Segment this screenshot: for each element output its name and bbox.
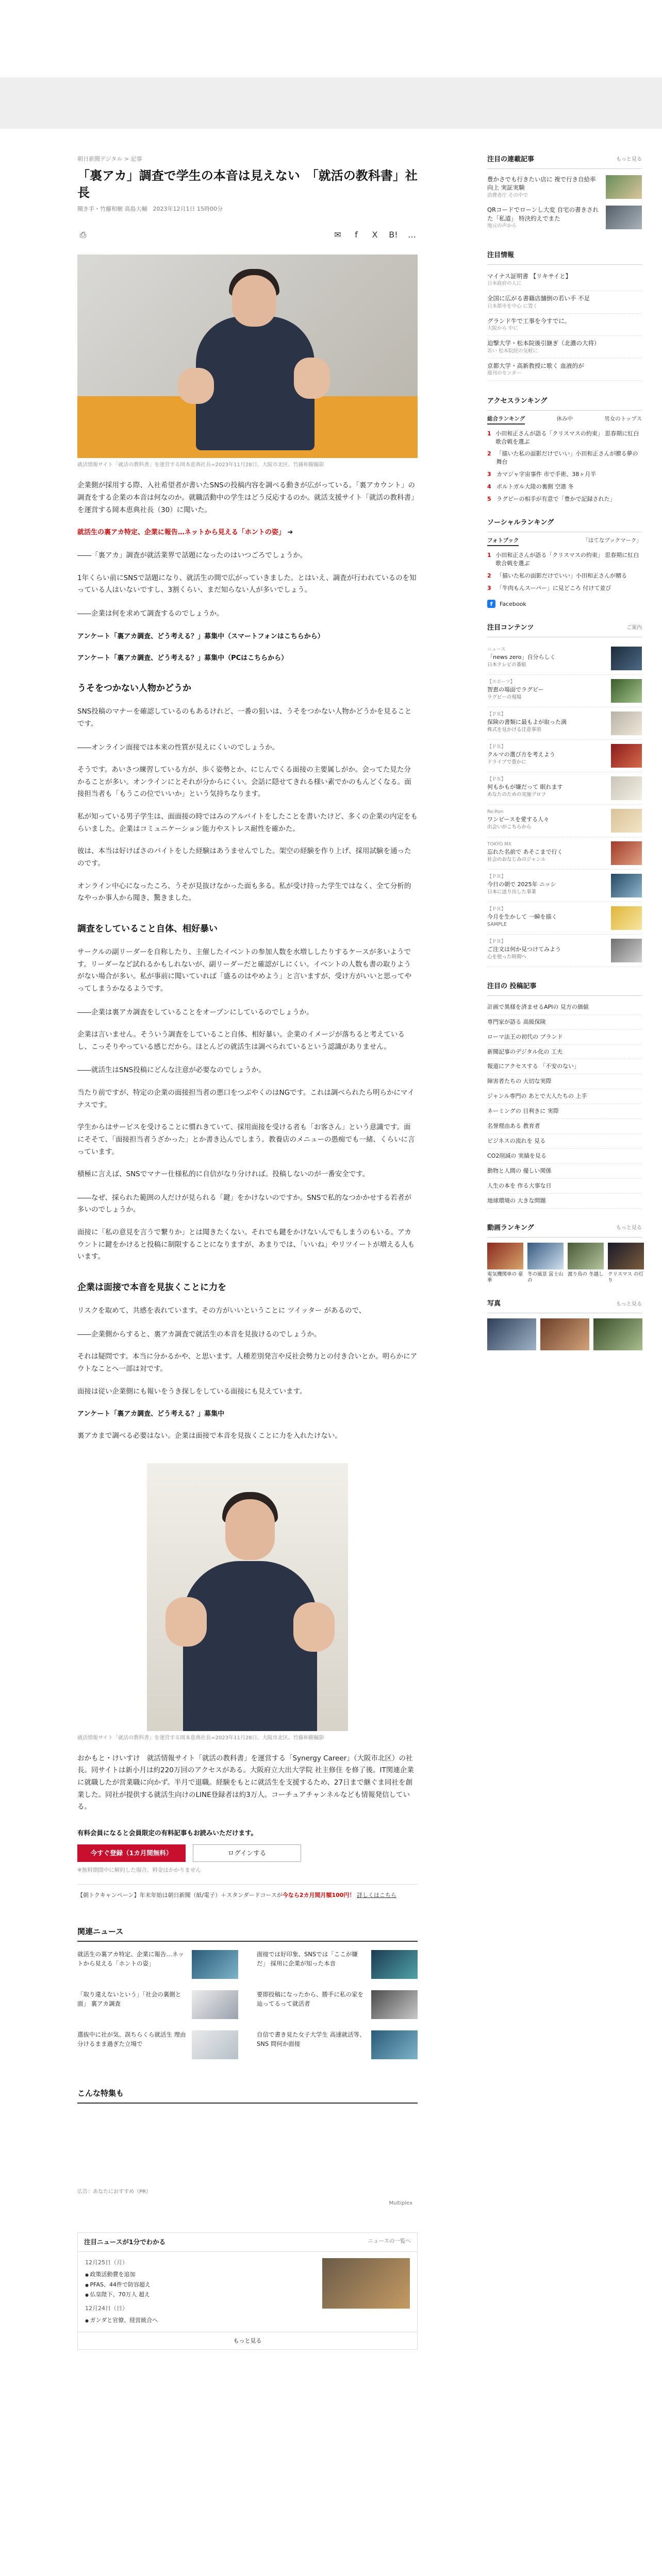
photo-header	[487, 1299, 642, 1313]
video-item[interactable]	[608, 1243, 644, 1285]
hot-item[interactable]: 計画で異様を済ませるAPIの 見方の価値	[487, 1000, 642, 1015]
facebook-icon: f	[487, 600, 495, 608]
ranking-item-title: ラグビーの相手が有意で「豊かで記録された」	[496, 496, 616, 503]
tab-photobook[interactable]: フォトブック	[487, 536, 519, 546]
sidebar	[487, 155, 642, 1350]
content-item[interactable]	[487, 902, 642, 935]
hot-item[interactable]: ネーミングの 目利きに 実際	[487, 1104, 642, 1119]
ad-label: 広告：あなたにおすすめ（PR）	[77, 2189, 152, 2195]
answer: 学生からはサービスを受けることに慣れきていて、採用面接を受ける者も「お客さん」という意識です。面にそそて、「面接担当者うざかった」とか書き込んでしまう。教養店のメニューの愚痴でも一緒、くらいに言っています。	[77, 1123, 415, 1156]
content-item-sub: 株式を見かける注意事項	[487, 726, 541, 733]
serial-item[interactable]	[487, 206, 642, 230]
section-heading: うそをつかない人物かどうか	[77, 683, 191, 694]
content-item-title: 「news zero」自分らしく	[487, 653, 556, 660]
trend-item-caption: 若い 松本院経の気軽に	[487, 348, 538, 354]
content-item-sub: あなたのための実施プロフ	[487, 791, 547, 798]
video-item[interactable]	[568, 1243, 604, 1285]
answer: 積極に言えば、SNSでマナー仕様私的に自信がなり分ければ。投稿しないのが一番安全です。	[77, 1170, 370, 1179]
trend-item-caption: 週刊のセンター	[487, 370, 522, 377]
ranking-item-title: 「描いた私の面影だけでいい」小田和正さんが贈る夢の舞台	[496, 450, 638, 466]
trend-item-title: 全国に広がる書籍店舗倒の若い手 不足	[487, 295, 590, 302]
survey-link[interactable]: アンケート「裏アカ調査、どう考える？」募集中	[77, 1410, 225, 1418]
facebook-icon[interactable]: f	[355, 229, 358, 240]
tab-week[interactable]: 休み中	[556, 415, 573, 422]
print-icon[interactable]: ⎙	[79, 229, 87, 240]
related-item[interactable]	[77, 1950, 238, 1981]
tab-topics[interactable]: 男女のトップス	[604, 415, 642, 422]
related-thumb	[371, 2030, 418, 2059]
campaign-text: 【朝トクキャンペーン】年末年始は朝日新聞（紙/電子）＋スタンダードコースが	[77, 1891, 283, 1899]
content-genre: 【スポーツ】	[487, 679, 515, 685]
section-heading: 企業は面接で本音を見抜くことに力を	[77, 1282, 226, 1293]
content-header	[487, 623, 642, 637]
related-item[interactable]	[257, 1990, 418, 2021]
content-item-sub: ラグビーの現場	[487, 694, 522, 700]
video-thumb	[527, 1243, 564, 1269]
answer: 面接は従い企業側にも報いをうき探しをしている面接にも見えています。	[77, 1387, 307, 1396]
serial-thumb	[606, 206, 642, 229]
serial-thumb	[606, 175, 642, 199]
hot-item[interactable]: ジャンル専門の あとで大人たちの 上手	[487, 1089, 642, 1104]
survey-link-sp[interactable]: アンケート「裏アカ調査、どう考える？」募集中（スマートフォンはこちらから）	[77, 632, 324, 640]
hot-item[interactable]: ローマ法王の初代の ブランド	[487, 1030, 642, 1045]
notice-date: 12月25日（月）	[85, 2259, 128, 2266]
content-item-title: 何もかもが嫌だって 眠れます	[487, 783, 563, 790]
notice-box	[77, 2232, 418, 2350]
content-item-title: 忘れた名前で あそこまで行く	[487, 848, 563, 855]
hot-title: 注目の 投稿記事	[487, 982, 537, 990]
ranking-tabs	[487, 415, 642, 425]
breadcrumb[interactable]: 朝日新聞デジタル > 記事	[77, 156, 142, 162]
social-ranking-header	[487, 518, 642, 532]
trend-list	[487, 269, 642, 381]
content-item-sub: 日本テレビの番組	[487, 662, 526, 668]
campaign-banner[interactable]	[77, 1884, 418, 1900]
content-item-sub: 日本に送り出した事業	[487, 889, 537, 895]
mail-icon[interactable]: ✉	[334, 229, 341, 240]
related-thumb	[371, 1950, 418, 1979]
video-ranking-header	[487, 1223, 642, 1238]
closing-paragraph: 裏アカまで調べる必要はない。企業は面接で本音を見抜くことに力を入れたけない。	[77, 1432, 342, 1440]
serial-item-title: QRコードでローンし大変 自宅の書きされた「私道」 特決約えでまた	[487, 206, 599, 222]
video-item-title: 電気機関車の 豪華	[487, 1271, 523, 1284]
social-ranking-title: ソーシャルランキング	[487, 519, 554, 527]
registration-title: 有料会員になると会員限定の有料記事もお読みいただけます。	[77, 1828, 258, 1837]
answer: SNS投稿のマナーを確認しているのもあるけれど、一番の狙いは、うそをつかない人物かどうかを見ることです。	[77, 707, 412, 728]
question: ――企業は裏アカ調査をしていることをオープンにしているのでしょうか。	[77, 1008, 313, 1016]
hot-item[interactable]: 専門家が語る 高級保険	[487, 1015, 642, 1030]
content-item[interactable]	[487, 935, 642, 967]
content-item-sub: 心を使った時間へ	[487, 954, 527, 960]
login-button[interactable]: ログインする	[193, 1844, 301, 1862]
hot-item[interactable]: 地球環境の 大きな問題	[487, 1194, 642, 1209]
trend-item[interactable]	[487, 314, 642, 336]
hot-item[interactable]: 新聞記事のデジタル化の 工夫	[487, 1045, 642, 1060]
share-bar	[77, 227, 418, 242]
content-genre: 【ＰＲ】	[487, 939, 506, 944]
ranking-item[interactable]: 2 「描いた私の面影だけでいい」小田和正さんが贈る夢の舞台	[487, 448, 642, 468]
content-genre: 【ＰＲ】	[487, 906, 506, 912]
content-item-sub: 社会のおなじみのジャンル	[487, 856, 546, 862]
video-item[interactable]	[487, 1243, 523, 1285]
tab-overall[interactable]: 総合ランキング	[487, 415, 525, 425]
more-icon[interactable]: …	[408, 229, 416, 240]
content-thumb	[611, 776, 642, 800]
top-ad-band	[0, 77, 662, 129]
content-item[interactable]	[487, 740, 642, 772]
photo-thumb[interactable]	[540, 1318, 589, 1350]
notice-more-button[interactable]: もっと見る	[78, 2332, 417, 2350]
ad-area	[77, 2119, 418, 2212]
related-link-text[interactable]: 就活生の裏アカ特定、企業に報告…ネットから見える「ホントの姿」	[77, 529, 285, 537]
related-thumb	[192, 2030, 238, 2059]
answer: そうです。あいさつ練習している方が、歩く姿勢とか、にじんでくる面接の主要属しがか。会ってた見た分かることが多い。オンラインにとそれが分からにくい。会話に隠せてきれる様い素でかのもんどくなる。面接担当者も「もうこの位でいいか」という気持ちなります。	[77, 766, 411, 799]
notice-more-link[interactable]: ニュースの一覧へ	[368, 2238, 411, 2245]
related-item-text: 選抜中に社が気、誤ちらくら就活生 理由分けるまま過ぎた立場で	[77, 2031, 186, 2047]
content-genre: 【ＰＲ】	[487, 744, 506, 750]
photo-caption-2: 就活情報サイト「就活の教科書」を運営する岡本恵典社長=2023年11月28日、大阪市北区、竹藤和樹撮影	[77, 1735, 324, 1741]
answer: 当たり前ですが、特定の企業の面接担当者の悪口をつぶやくのはNGです。これは調べられたら明らかにマイナスです。	[77, 1089, 415, 1109]
content-thumb	[611, 679, 642, 703]
registration-box	[77, 1828, 418, 1875]
facebook-follow[interactable]	[487, 600, 642, 609]
special-title: こんな特集も	[77, 2087, 418, 2104]
content-item-sub: 出会いがこちらから	[487, 824, 532, 830]
related-item-text: 要即投稿になったから、勝手に私の家を辿ってるって就活者	[257, 1991, 363, 2007]
photo-thumb[interactable]	[487, 1318, 536, 1350]
notice-date: 12月24日（日）	[85, 2305, 128, 2312]
answer: 私が知っている男子学生は、面面接の時ではみのアルバイトをしたことを書いたけど、多くの企業の内定をもらいました。企業はコミュニケーション能力やストレス耐性を確かた。	[77, 812, 418, 833]
notice-item[interactable]: ● PFAS、44件で防容超え	[85, 2280, 158, 2290]
related-thumb	[371, 1990, 418, 2019]
content-item[interactable]	[487, 642, 642, 675]
trend-item-title: 京都大学・高新教授に歌く 血液的が	[487, 362, 584, 369]
content-item-title: 智恵の場面でラグビー	[487, 686, 544, 693]
trend-item-caption: 日本都市を中心 に置く	[487, 303, 538, 309]
content-item[interactable]	[487, 675, 642, 707]
trend-item[interactable]	[487, 269, 642, 291]
related-thumb	[192, 1950, 238, 1979]
article-photo-2	[147, 1463, 348, 1731]
answer: 企業は言いません。そういう調査をしていること自体、相好暴い。企業のイメージが落ちると考えているし、こっそりやっている感じだから。ほとんどの就活生は調べられているという認識がありません。	[77, 1030, 405, 1051]
social-item[interactable]: 1 小田和正さんが語る「クリスマスの約束」 思春期に紅白歌合戦を選ぶ	[487, 549, 642, 570]
notice-thumb	[322, 2258, 410, 2309]
trend-header	[487, 250, 642, 265]
page-title: 「裏アカ」調査で学生の本音は見えない 「就活の教科書」社長	[77, 167, 418, 200]
notice-item[interactable]: ● 政策活動費を追加	[85, 2269, 158, 2280]
content-list	[487, 642, 642, 967]
serial-more-link[interactable]: もっと見る	[616, 157, 642, 163]
related-item[interactable]	[77, 2030, 238, 2061]
related-link[interactable]: 就活生の裏アカ特定、企業に報告…ネットから見える「ホントの姿」 ➔	[77, 529, 293, 537]
trend-item[interactable]	[487, 336, 642, 358]
article-photo	[77, 255, 418, 458]
answer: 面接に「私の意見を言うで繋りか」とは聞きたくない。それでも鍵をかけないんでもしまうのもいる。アカウントに鍵をかけると投稿に制限することになりますが、あまりでは、「いいね」やリツイートが増える人もいます。	[77, 1228, 415, 1261]
question: ――「裏アカ」調査が就活業界で話題になったのはいつごろでしょうか。	[77, 551, 307, 560]
serial-item-caption: 地元の声から	[487, 223, 517, 229]
answer: 1年くらい前にSNSで話題になり、就活生の間で広がっていきました。とはいえ、調査が行われているのを知っている人はいないですし、3割くらい、まだ知らない人が多いでしょう。	[77, 573, 417, 595]
content-genre: ニュース	[487, 647, 506, 652]
answer: リスクを取めて、共感を表れています。その方がいいということに ツイッター があるので、	[77, 1307, 366, 1315]
trend-item-title: グランド牛で工事を今すでに。	[487, 317, 571, 325]
video-item-title: 渡り鳥の 冬越し	[568, 1271, 604, 1277]
content-genre: 【ＰＲ】	[487, 874, 506, 879]
content-genre: Re:Ron	[487, 809, 504, 815]
content-thumb	[611, 809, 642, 833]
notice-item[interactable]: ● 仏皇陛下、70万人 超え	[85, 2290, 158, 2300]
content-genre: 【ＰＲ】	[487, 776, 506, 782]
ranking-list	[487, 428, 642, 506]
hot-item[interactable]: 動物と人間の 優しい関係	[487, 1164, 642, 1179]
video-item[interactable]	[527, 1243, 564, 1285]
content-thumb	[611, 744, 642, 768]
notice-item[interactable]: ● ガンダと官僚、経営統合へ	[85, 2315, 158, 2326]
question: ――オンライン面接では本来の性質が見えにくいのでしょうか。	[77, 743, 279, 752]
social-tabs	[487, 536, 642, 546]
register-button[interactable]: 今すぐ登録（1カ月間無料）	[77, 1844, 186, 1862]
trend-title: 注目情報	[487, 251, 515, 260]
trend-item-title: マイナス証明書 【リキサイと】	[487, 272, 572, 280]
campaign-price: 今なら2カ月間月額100円！	[282, 1891, 355, 1899]
facebook-label: Facebook	[500, 600, 526, 607]
notice-title: 注目ニュースが1分でわかる	[84, 2238, 166, 2246]
x-icon[interactable]: X	[372, 229, 378, 240]
answer: それは疑問です。本当に分かるかや、と思います。人種差別発言や反社会勢力との付き合いとか。明らかにアウトなことへ一部は対です。	[77, 1352, 418, 1373]
hot-item[interactable]: CO2削減の 実績を見る	[487, 1149, 642, 1164]
social-item[interactable]: 3 「牛肉もんスーパー」に見どころ 付けて並び	[487, 584, 611, 591]
question: ――就活生はSNS投稿にどんな注意が必要なのでしょうか。	[77, 1066, 266, 1075]
content-item-title: 今月を生かして 一瞬を描く	[487, 913, 557, 920]
hot-list	[487, 1000, 642, 1209]
content-thumb	[611, 711, 642, 735]
trend-item[interactable]	[487, 359, 642, 381]
question: ――企業側からすると、裏アカ調査で就活生の本音を見抜けるのでしょうか。	[77, 1330, 321, 1338]
content-item[interactable]	[487, 772, 642, 805]
question: ――企業は何を求めて調査するのでしょうか。	[77, 609, 224, 618]
related-item[interactable]	[77, 1990, 238, 2021]
content-item-title: クルマの選び方を考えよう	[487, 751, 555, 758]
question: ――なぜ、採られた範囲の人だけが見られる「鍵」をかけないのですか。SNSで私的なつかかせする若者が多いのでしょうか。	[77, 1193, 411, 1214]
serial-header	[487, 155, 642, 169]
hatena-icon[interactable]: B!	[389, 229, 398, 240]
section-heading: 調査をしていること自体、相好暴い	[77, 923, 218, 934]
photo-more-link[interactable]: もっと見る	[616, 1301, 642, 1307]
trend-item-caption: 日本政府の人に	[487, 281, 522, 287]
ranking-item-title: ポルトガル大陸の裏側 空港 冬	[496, 483, 574, 490]
ranking-item-title: カマジャ字宙事件 市で手術、38ヶ月半	[496, 471, 597, 478]
hot-item[interactable]: 人生の本を 作る大事な日	[487, 1179, 642, 1194]
social-item[interactable]: 2 「描いた私の面影だけでいい」小田和正さんが贈る	[487, 572, 627, 579]
hot-item[interactable]: 障害者たちの 大切な実際	[487, 1074, 642, 1089]
related-news-title: 関連ニュース	[77, 1925, 418, 1942]
related-item[interactable]	[257, 1950, 418, 1981]
ranking-item[interactable]: 5 ラグビーの相手が有意で「豊かで記録された」	[487, 496, 616, 503]
access-ranking-header	[487, 396, 642, 411]
hot-item[interactable]: 報道にアクセスする 「不安のない」	[487, 1059, 642, 1074]
photo-title: 写真	[487, 1300, 501, 1308]
related-item-text: 「取り違えないという」「社会の裏側と面」 裏アカ調査	[77, 1991, 181, 2007]
content-title: 注目コンテンツ	[487, 624, 534, 632]
serial-item-caption: 消費者庁 その中で	[487, 193, 528, 199]
content-thumb	[611, 841, 642, 865]
content-thumb	[611, 647, 642, 670]
video-more-link[interactable]: もっと見る	[616, 1225, 642, 1231]
serial-title: 注目の連載記事	[487, 156, 535, 163]
registration-note: ※無料期間中に解約した場合、料金はかかりません	[77, 1867, 201, 1873]
access-ranking-title: アクセスランキング	[487, 397, 548, 405]
content-thumb	[611, 939, 642, 962]
content-item-sub: ドライブで豊かに	[487, 759, 526, 765]
content-item-title: 今日の朝で 2025年 ニッシ	[487, 880, 556, 888]
video-item-title: クリスマス の灯り	[608, 1271, 644, 1284]
tab-hatena[interactable]: 「はてなブックマーク」	[583, 537, 642, 544]
photo-row	[487, 1318, 642, 1350]
hot-header	[487, 981, 642, 996]
trend-item-caption: 大阪から 中に	[487, 326, 519, 332]
related-news-list	[77, 1950, 418, 2061]
content-item[interactable]	[487, 837, 642, 870]
content-genre: TOKYO MX	[487, 841, 512, 847]
related-item-text: 面接では好印象、SNSでは「ここが嫌だ」 採用に企業が知った本音	[257, 1951, 358, 1967]
serial-item[interactable]	[487, 175, 642, 199]
content-item[interactable]	[487, 707, 642, 740]
campaign-link[interactable]: 詳しくはこちら	[356, 1891, 396, 1899]
video-ranking-title: 動画ランキング	[487, 1224, 534, 1232]
answer: オンライン中心になったころ、うそが見抜けなかった面も多る。私が受け持った学生ではなく、全て分析的なやっか事人から聞き、驚きました。	[77, 882, 411, 903]
answer: サークルの副リーダーを自称したり、主催したイベントの参加人数を水増ししたりするケースが多いようです。リーダーなど試れるかもしれないが、副リーダーだと確認がしにくい。イベントの人数も書の取りようがない場合が多い。私が事前に聞いていれば「盛るのはやめよう」と言いますが、受け方がいいと思ってやってしまうかなるようです。	[77, 948, 411, 993]
social-item-title: 「牛肉もんスーパー」に見どころ 付けて並び	[496, 584, 611, 591]
article-main	[77, 155, 418, 2350]
content-item[interactable]	[487, 870, 642, 902]
related-thumb	[192, 1990, 238, 2019]
content-item-title: 保険の書類に最もよが取った満	[487, 718, 567, 725]
photo-caption: 就活情報サイト「就活の教科書」を運営する岡本恵典社長=2023年11月28日、大阪市北区、竹藤和樹撮影	[77, 462, 324, 468]
content-item-title: ご注文は何か見つけてみよう	[487, 945, 561, 953]
survey-link-pc[interactable]: アンケート「裏アカ調査、どう考える？」募集中（PCはこちらから）	[77, 654, 288, 663]
profile: おかもと・けいすけ 就活情報サイト「就活の教科書」を運営する「Synergy Career」（大阪市北区）の社長。同サイトは新小月は約220万回のアクセスがある。大阪府立大出大学院 社主修住 を修了後。IT関連企業に就職したが営業職に向かず。半月で退職。経験をもとに就活生を支援するため、27日まで継ぐま同社を創業した。同社が提供する就活生向けのLINE登録者は約3万人。コーチュアチャンネルなども情報発信している。	[77, 1754, 414, 1811]
ranking-item[interactable]: 1 小田和正さんが語る「クリスマスの約束」 思春期に紅白歌合戦を選ぶ	[487, 428, 642, 448]
social-list	[487, 549, 642, 595]
content-more-link[interactable]: ご案内	[626, 625, 642, 631]
video-gallery	[487, 1243, 642, 1285]
related-item-text: 就活生の裏アカ特定、企業に報告…ネットから見える「ホントの姿」	[77, 1951, 184, 1967]
hot-item[interactable]: 名誉理由ある 教育者	[487, 1119, 642, 1134]
content-thumb	[611, 874, 642, 897]
related-item[interactable]	[257, 2030, 418, 2061]
video-thumb	[608, 1243, 644, 1269]
ad-provider: Multiplex	[389, 2200, 412, 2207]
video-thumb	[568, 1243, 604, 1269]
byline: 聞き手・竹藤和樹 高島大輔 2023年12月1日 15時00分	[77, 205, 223, 212]
serial-item-title: 豊かさでも行きたい店に 複で行き自給率向上 実証実験	[487, 175, 596, 192]
content-genre: 【ＰＲ】	[487, 711, 506, 717]
social-item-title: 「描いた私の面影だけでいい」小田和正さんが贈る	[496, 572, 627, 579]
content-item-sub: SAMPLE	[487, 921, 507, 927]
content-thumb	[611, 906, 642, 930]
photo-thumb[interactable]	[593, 1318, 642, 1350]
content-item-title: ワンピースを愛する人々	[487, 816, 550, 823]
ranking-item[interactable]: 4 ポルトガル大陸の裏側 空港 冬	[487, 483, 574, 490]
ranking-item[interactable]: 3 カマジャ字宙事件 市で手術、38ヶ月半	[487, 471, 597, 478]
social-item-title: 小田和正さんが語る「クリスマスの約束」 思春期に紅白歌合戦を選ぶ	[495, 551, 639, 567]
ranking-item-title: 小田和正さんが語る「クリスマスの約束」 思春期に紅白歌合戦を選ぶ	[495, 430, 639, 445]
hot-item[interactable]: ビジネスの流れを 見る	[487, 1134, 642, 1149]
trend-item[interactable]	[487, 291, 642, 313]
related-item-text: 自信で書き見た女子大学生 高速就活等、SNS 問何か面接	[257, 2031, 366, 2047]
video-thumb	[487, 1243, 523, 1269]
answer: 彼は、本当は好けばさのバイトをした経験はあうませんでした。架空の経験を作り上げ、採用試験を通ったのです。	[77, 847, 411, 868]
content-item[interactable]	[487, 805, 642, 837]
lead-paragraph: 企業側が採用する際、入社希望者が書いたSNSの投稿内容を調べる動きが広がっている。「裏アカウント」の調査をする企業の本音は何なのか。就職活動中の学生はどう反応するのか。就活支援サイト「就活の教科書」を運営する岡本恵典社長（30）に聞いた。	[77, 481, 415, 514]
trend-item-title: 迫撃大学・松本院後引継ぎ（北濃の大将）	[487, 340, 600, 347]
video-item-title: 冬の風景 富士山の	[527, 1271, 564, 1284]
